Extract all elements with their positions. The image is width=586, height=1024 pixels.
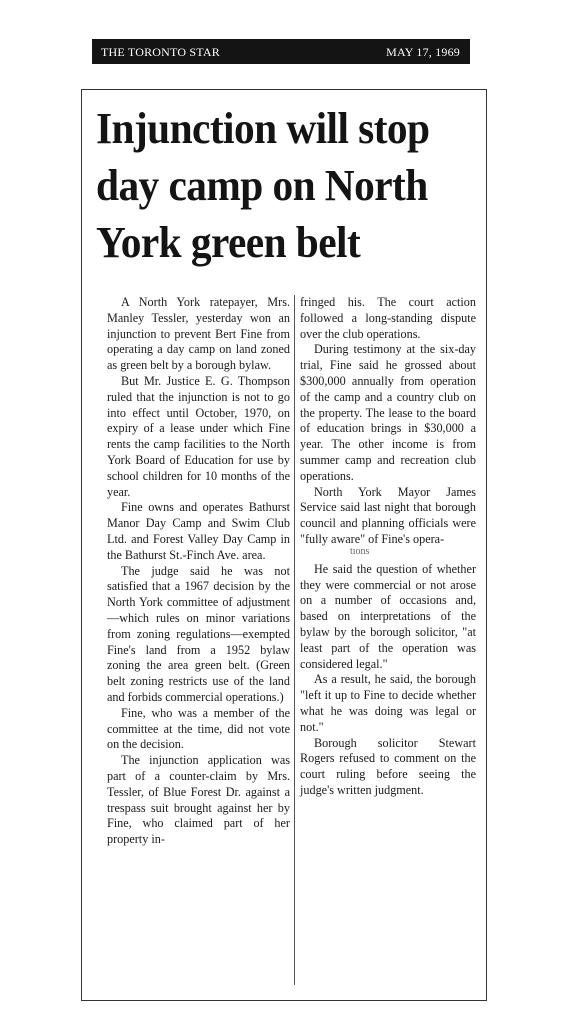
publication-date: MAY 17, 1969 — [386, 45, 460, 59]
headline-line: York green belt — [96, 218, 361, 267]
publication-banner — [92, 39, 470, 64]
column-divider — [294, 295, 295, 985]
headline-line: day camp on North — [96, 161, 428, 210]
paragraph: During testimony at the six-day trial, Fine said he grossed about $300,000 annually from operation of the camp and a country club on the property. The lease to the board of education brings in $30,000 a year. The other income is from summer camp and recreation club operations. — [300, 342, 476, 483]
paragraph: As a result, he said, the borough "left it up to Fine to decide whether what he was doing was legal or not." — [300, 672, 476, 734]
article-column-right — [300, 295, 476, 799]
headline-line: Injunction will stop — [96, 104, 430, 153]
newspaper-clipping — [81, 89, 487, 1001]
paragraph: Fine, who was a member of the committee at the time, did not vote on the decision. — [107, 705, 290, 752]
paragraph: fringed his. The court action followed a long-standing dispute over the club operations. — [300, 295, 476, 341]
paragraph: The injunction application was part of a counter-claim by Mrs. Tessler, of Blue Forest Dr. against a trespass suit brought against her by Fine, who claimed part of her property in- — [107, 753, 290, 847]
faded-text: tions — [350, 547, 370, 556]
paragraph: He said the question of whether they were commercial or not arose on a number of occasions and, based on interpretations of the bylaw by the borough solicitor, "at least part of the operation was considered legal." — [300, 561, 476, 671]
paragraph: But Mr. Justice E. G. Thompson ruled that the injunction is not to go into effect until October, 1970, on expiry of a lease under which Fine rents the camp facilities to the North York Board of Education for use by school children for 10 months of the year. — [107, 373, 290, 499]
paragraph: Fine owns and operates Bathurst Manor Day Camp and Swim Club Ltd. and Forest Valley Day Camp in the Bathurst St.-Finch Ave. area. — [107, 500, 290, 562]
paragraph: The judge said he was not satisfied that a 1967 decision by the North York committee of adjustment—which rules on minor variations from zoning regulations—exempted Fine's land from a 1952 bylaw zoning the area green belt. (Green belt zoning restricts use of the land and forbids commercial operations.) — [107, 563, 290, 704]
article-column-left — [107, 295, 290, 848]
paragraph: Borough solicitor Stewart Rogers refused to comment on the court ruling before seeing the judge's written judgment. — [300, 735, 476, 797]
paragraph: A North York ratepayer, Mrs. Manley Tessler, yesterday won an injunction to prevent Bert Fine from operating a day camp on land zoned as green belt by a borough bylaw. — [107, 295, 290, 373]
paragraph: North York Mayor James Service said last night that borough council and planning officials were "fully aware" of Fine's opera- — [300, 484, 476, 546]
publication-name: THE TORONTO STAR — [101, 45, 220, 59]
headline — [96, 100, 458, 271]
